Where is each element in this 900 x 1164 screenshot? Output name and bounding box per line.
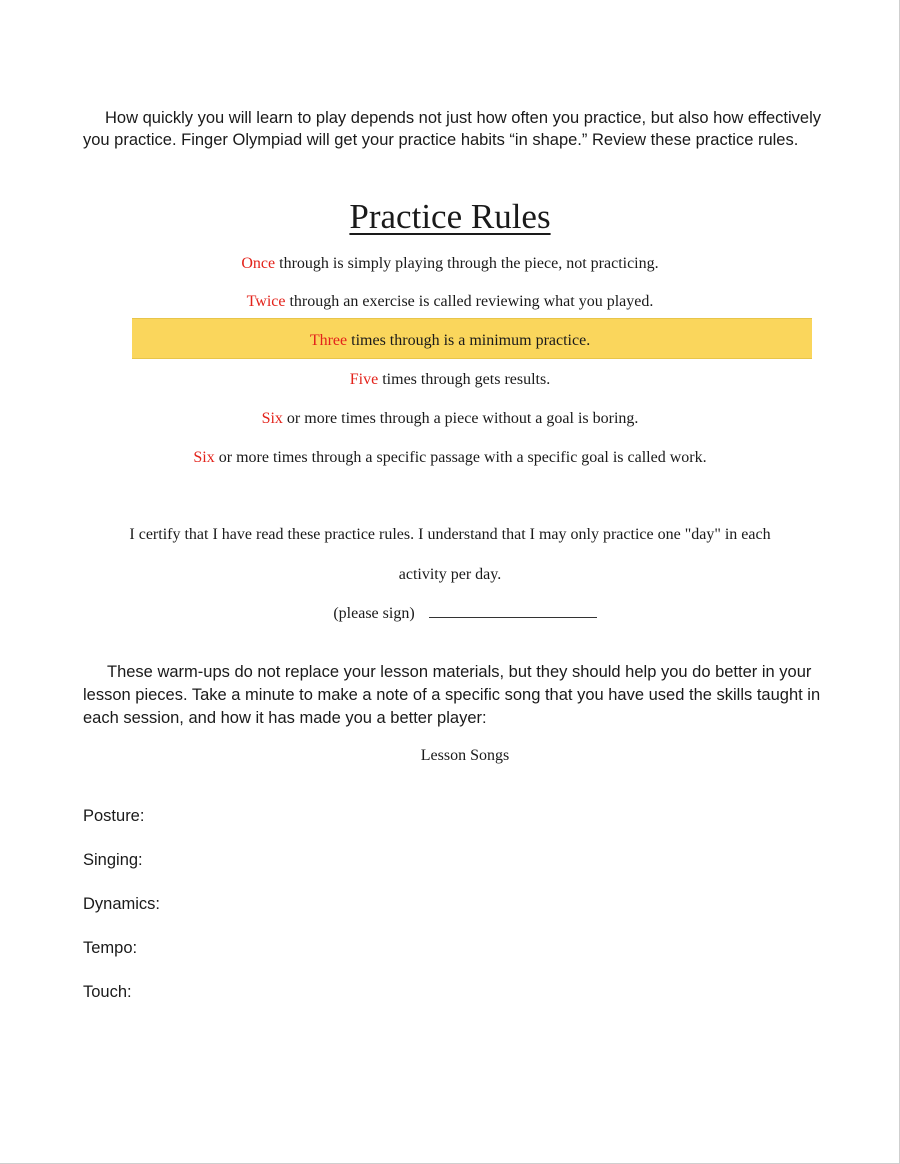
rule-number: Six <box>261 410 283 427</box>
skill-posture: Posture: <box>83 807 145 825</box>
rule-five <box>0 370 900 390</box>
signature-line[interactable] <box>429 603 597 618</box>
signature-row <box>15 603 900 624</box>
rule-text: or more times through a specific passage with a specific goal is called work. <box>214 449 707 466</box>
intro-paragraph: How quickly you will learn to play depends not just how often you practice, but also how effectively you practice. Finger Olympiad will get your practice habits “in shape.” Review these practice rules. <box>83 109 822 149</box>
certify-line-2: activity per day. <box>398 566 502 583</box>
rule-six-passage <box>0 448 900 468</box>
skill-tempo: Tempo: <box>83 939 138 957</box>
certify-line-1: I certify that I have read these practice rules. I understand that I may only practice one "day" in each <box>129 526 771 543</box>
skill-singing: Singing: <box>83 851 143 869</box>
rule-text: through is simply playing through the piece, not practicing. <box>275 255 659 272</box>
skill-dynamics: Dynamics: <box>83 895 161 913</box>
rule-text: times through gets results. <box>378 371 551 388</box>
rule-number: Five <box>349 371 379 388</box>
rule-number: Once <box>241 255 276 272</box>
rule-number: Twice <box>246 293 286 310</box>
lesson-songs-heading: Lesson Songs <box>420 747 510 764</box>
rule-once <box>0 254 900 274</box>
page-title: Practice Rules <box>349 197 551 236</box>
skill-touch: Touch: <box>83 983 132 1001</box>
rule-text: or more times through a piece without a goal is boring. <box>282 410 639 427</box>
warmups-paragraph: These warm-ups do not replace your lesson materials, but they should help you do better in your lesson pieces. Take a minute to make a note of a specific song that you have used the skills taught in each session, and how it has made you a better player: <box>83 663 821 727</box>
rule-text: times through is a minimum practice. <box>347 332 591 349</box>
rule-three <box>0 331 900 351</box>
rule-twice <box>0 292 900 312</box>
rule-six-piece <box>0 409 900 429</box>
sign-label: (please sign) <box>333 605 415 622</box>
rule-number: Six <box>193 449 215 466</box>
rule-number: Three <box>309 332 348 349</box>
rule-text: through an exercise is called reviewing what you played. <box>285 293 654 310</box>
